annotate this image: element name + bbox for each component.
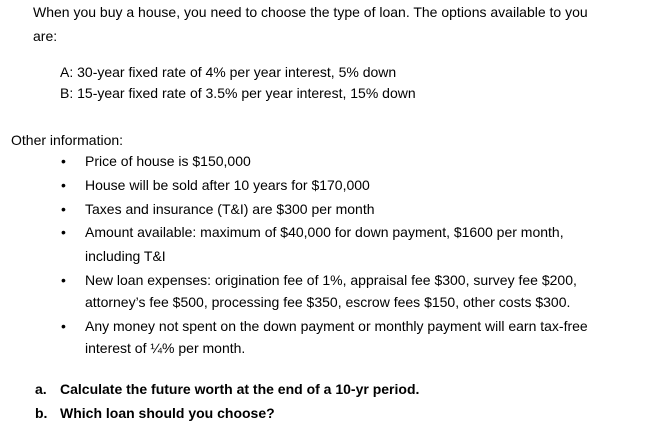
question-text: Calculate the future worth at the end of a 10-yr period.	[60, 381, 420, 397]
question-b	[35, 404, 275, 422]
bullet-text	[85, 270, 577, 312]
bullet-item	[61, 270, 577, 312]
question-label: b.	[35, 405, 48, 421]
bullet-text	[85, 151, 251, 171]
bullet-icon: •	[61, 318, 66, 334]
bullet-icon: •	[61, 224, 66, 240]
bullet-text	[85, 175, 370, 195]
bullet-icon: •	[61, 201, 66, 217]
bullet-icon: •	[61, 153, 66, 169]
bullet-icon: •	[61, 272, 66, 288]
bullet-text	[85, 199, 375, 219]
bullet-text-line: Price of house is $150,000	[85, 153, 251, 169]
bullet-icon: •	[61, 177, 66, 193]
intro-text-line-1: When you buy a house, you need to choose the type of loan. The options available to you	[33, 4, 588, 20]
bullet-item	[61, 222, 564, 266]
bullet-text	[85, 222, 564, 266]
question-a	[35, 380, 419, 398]
intro-text-line-2: are:	[33, 28, 58, 44]
bullet-text-line: New loan expenses: origination fee of 1%, appraisal fee $300, survey fee $200,	[85, 272, 577, 288]
question-text: Which loan should you choose?	[60, 405, 275, 421]
bullet-text-line: Taxes and insurance (T&I) are $300 per month	[85, 201, 375, 217]
bullet-text-line: including T&I	[85, 248, 166, 264]
bullet-item	[61, 175, 370, 195]
loan-option-a: A: 30-year fixed rate of 4% per year interest, 5% down	[60, 64, 397, 80]
bullet-text-line: attorney’s fee $500, processing fee $350, escrow fees $150, other costs $300.	[85, 294, 571, 310]
question-label: a.	[35, 381, 47, 397]
other-information-heading: Other information:	[11, 132, 124, 148]
bullet-item	[61, 199, 375, 219]
bullet-text	[85, 316, 588, 358]
loan-option-b: B: 15-year fixed rate of 3.5% per year interest, 15% down	[60, 85, 416, 101]
bullet-text-line: Amount available: maximum of $40,000 for down payment, $1600 per month,	[85, 224, 564, 240]
bullet-item	[61, 151, 251, 171]
bullet-text-line: interest of ¼% per month.	[85, 340, 246, 356]
bullet-text-line: House will be sold after 10 years for $170,000	[85, 177, 370, 193]
bullet-text-line: Any money not spent on the down payment or monthly payment will earn tax-free	[85, 318, 588, 334]
bullet-item	[61, 316, 588, 358]
